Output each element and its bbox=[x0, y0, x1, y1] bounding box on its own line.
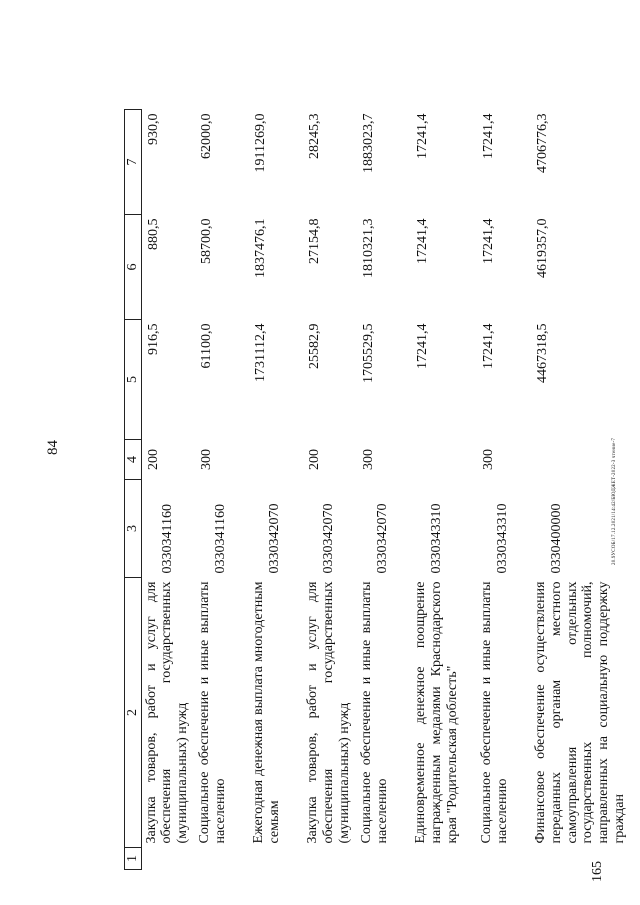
column-header-7: 7 bbox=[125, 110, 142, 215]
row-value-col6: 880,5 bbox=[145, 218, 161, 250]
row-value-col6: 1810321,3 bbox=[361, 218, 377, 278]
row-code: 0330341160 bbox=[159, 504, 175, 574]
row-value-col5: 1731112,4 bbox=[253, 323, 269, 382]
row-expense-type bbox=[531, 440, 629, 480]
row-value-col7: 1883023,7 bbox=[361, 113, 377, 173]
column-header-6: 6 bbox=[125, 215, 142, 320]
row-marker-cell bbox=[141, 848, 195, 870]
column-header-3: 3 bbox=[125, 480, 142, 578]
column-header-2: 2 bbox=[125, 578, 142, 848]
row-name: Социальное обеспечение и иные выплаты населению bbox=[197, 581, 228, 844]
row-marker-cell bbox=[303, 848, 357, 870]
row-code: 0330342070 bbox=[321, 503, 337, 574]
row-code: 0330342070 bbox=[375, 503, 391, 574]
row-marker-cell bbox=[195, 848, 249, 870]
row-value-col7: 62000,0 bbox=[199, 113, 215, 159]
row-value-col5: 17241,4 bbox=[415, 323, 431, 369]
row-name: Единовременное денежное поощрение награжденным медалями Краснодарского края "Родительская доблесть" bbox=[413, 581, 460, 844]
row-value-col7: 17241,4 bbox=[415, 113, 431, 159]
row-value-col7: 1911269,0 bbox=[253, 113, 269, 173]
row-name: Социальное обеспечение и иные выплаты населению bbox=[479, 581, 510, 844]
row-marker-cell bbox=[477, 848, 531, 870]
row-value-col5: 1705529,5 bbox=[361, 323, 377, 383]
row-marker-cell bbox=[411, 848, 477, 870]
row-marker-cell bbox=[249, 848, 303, 870]
column-header-4: 4 bbox=[125, 440, 142, 480]
row-marker-cell bbox=[357, 848, 411, 870]
row-expense-type bbox=[411, 440, 477, 480]
row-value-col6: 27154,8 bbox=[307, 218, 323, 264]
column-header-5: 5 bbox=[125, 320, 142, 440]
row-name: Финансовое обеспечение осуществления переданных органам местного самоуправления отдельных государственных полномочий, направленных на социальную поддержку граждан bbox=[533, 581, 627, 844]
row-value-col6: 4619357,0 bbox=[535, 218, 551, 278]
row-value-col7: 4706776,3 bbox=[535, 113, 551, 173]
row-code: 0330400000 bbox=[549, 503, 565, 574]
row-code: 0330343310 bbox=[429, 503, 445, 574]
row-expense-type: 300 bbox=[481, 449, 497, 470]
page-number-top: 84 bbox=[45, 440, 61, 455]
row-name: Закупка товаров, работ и услуг для обеспечения государственных (муниципальных) нужд bbox=[143, 581, 191, 844]
row-code: 0330342070 bbox=[267, 503, 283, 574]
row-name: Социальное обеспечение и иные выплаты населению bbox=[359, 581, 390, 844]
column-header-1: 1 bbox=[125, 848, 142, 870]
table-row bbox=[531, 110, 629, 870]
row-expense-type: 200 bbox=[145, 449, 161, 470]
row-value-col6: 17241,4 bbox=[481, 218, 497, 264]
table-row bbox=[195, 110, 249, 870]
table-header-row bbox=[125, 110, 142, 870]
row-expense-type: 200 bbox=[307, 449, 323, 470]
row-name: Закупка товаров, работ и услуг для обеспечения государственных (муниципальных) нужд bbox=[305, 581, 352, 844]
row-value-col5: 25582,9 bbox=[307, 323, 323, 369]
table-row bbox=[357, 110, 411, 870]
row-value-col5: 61100,0 bbox=[199, 323, 215, 369]
row-expense-type: 300 bbox=[361, 449, 377, 470]
table-row bbox=[477, 110, 531, 870]
row-value-col5: 916,5 bbox=[145, 323, 161, 355]
table-row bbox=[411, 110, 477, 870]
row-value-col7: 17241,4 bbox=[481, 113, 497, 159]
row-code: 0330341160 bbox=[213, 504, 229, 574]
page-number-bottom: 165 bbox=[590, 861, 605, 882]
row-value-col6: 1837476,1 bbox=[253, 218, 269, 278]
row-value-col6: 17241,4 bbox=[415, 218, 431, 264]
row-value-col5: 4467318,5 bbox=[535, 323, 551, 383]
footer-stamp: 20.9УСОБ/17.12.2021/14:42/БЮДЖЕТ-2022-3 чтение-7 bbox=[612, 437, 617, 565]
budget-table bbox=[124, 109, 629, 870]
row-value-col7: 930,0 bbox=[145, 113, 161, 145]
row-expense-type: 300 bbox=[199, 449, 215, 470]
row-value-col6: 58700,0 bbox=[199, 218, 215, 264]
row-value-col7: 28245,3 bbox=[307, 113, 323, 159]
row-expense-type bbox=[249, 440, 303, 480]
table-row bbox=[141, 110, 195, 870]
row-code: 0330343310 bbox=[495, 503, 511, 574]
table-row bbox=[303, 110, 357, 870]
table-row bbox=[249, 110, 303, 870]
rotated-table-block bbox=[124, 80, 629, 870]
row-value-col5: 17241,4 bbox=[481, 323, 497, 369]
row-name: Ежегодная денежная выплата многодетным семьям bbox=[251, 581, 282, 844]
row-marker-cell bbox=[531, 848, 629, 870]
